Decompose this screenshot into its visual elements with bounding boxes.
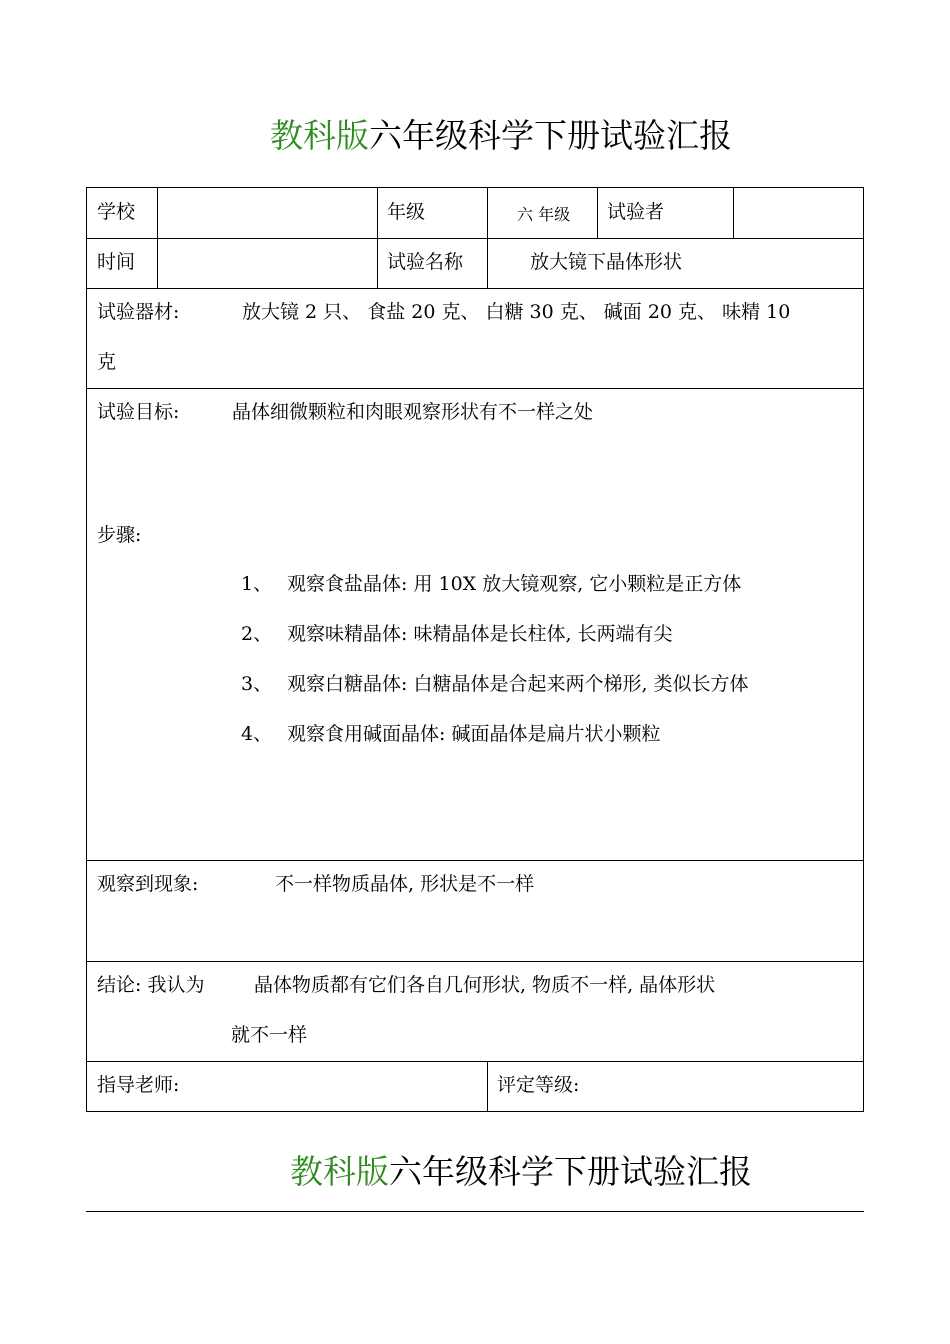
materials-text-cont: 克: [97, 351, 117, 373]
teacher-label: 指导老师:: [97, 1074, 180, 1096]
materials-label: 试验器材:: [97, 301, 180, 323]
row-divider: [87, 238, 863, 239]
time-label: 时间: [97, 251, 136, 273]
row-divider: [87, 860, 863, 861]
grade-value: 六 年级: [517, 205, 571, 224]
goal-text: 晶体细微颗粒和肉眼观察形状有不一样之处: [232, 401, 594, 423]
col-divider: [487, 188, 488, 288]
phenomenon-text: 不一样物质晶体, 形状是不一样: [275, 873, 535, 895]
col-divider: [377, 188, 378, 288]
steps-label: 步骤:: [97, 524, 142, 546]
school-label: 学校: [97, 201, 136, 223]
row-divider: [87, 961, 863, 962]
step-text: 观察食盐晶体: 用 10X 放大镜观察, 它小颗粒是正方体: [287, 573, 742, 595]
experimenter-label: 试验者: [607, 201, 665, 223]
experiment-name-label: 试验名称: [387, 251, 464, 273]
row-divider: [87, 288, 863, 289]
title-highlight: 教科版: [290, 1152, 389, 1191]
row-divider: [87, 1061, 863, 1062]
step-text: 观察食用碱面晶体: 碱面晶体是扁片状小颗粒: [287, 723, 661, 745]
step-number: 2、: [241, 623, 273, 645]
rating-label: 评定等级:: [497, 1074, 580, 1096]
conclusion-text: 晶体物质都有它们各自几何形状, 物质不一样, 晶体形状: [254, 974, 716, 996]
footer-divider: [86, 1211, 864, 1212]
step-number: 4、: [241, 723, 273, 745]
phenomenon-label: 观察到现象:: [97, 873, 199, 895]
page-title-repeat: [290, 1152, 752, 1192]
grade-label: 年级: [387, 201, 426, 223]
title-text: 六年级科学下册试验汇报: [369, 116, 732, 155]
step-text: 观察白糖晶体: 白糖晶体是合起来两个梯形, 类似长方体: [287, 673, 749, 695]
report-table: [86, 187, 864, 1112]
col-divider: [157, 188, 158, 288]
step-number: 3、: [241, 673, 273, 695]
goal-label: 试验目标:: [97, 401, 180, 423]
col-divider: [597, 188, 598, 238]
experiment-name-value: 放大镜下晶体形状: [530, 251, 683, 273]
page-title: [270, 116, 732, 156]
title-highlight: 教科版: [270, 116, 369, 155]
col-divider: [733, 188, 734, 238]
title-text: 六年级科学下册试验汇报: [389, 1152, 752, 1191]
conclusion-label: 结论: 我认为: [97, 974, 205, 996]
row-divider: [87, 388, 863, 389]
col-divider: [487, 1061, 488, 1112]
step-number: 1、: [241, 573, 273, 595]
materials-text: 放大镜 2 只、 食盐 20 克、 白糖 30 克、 碱面 20 克、 味精 10: [242, 301, 791, 323]
conclusion-text-cont: 就不一样: [231, 1024, 308, 1046]
step-text: 观察味精晶体: 味精晶体是长柱体, 长两端有尖: [287, 623, 673, 645]
